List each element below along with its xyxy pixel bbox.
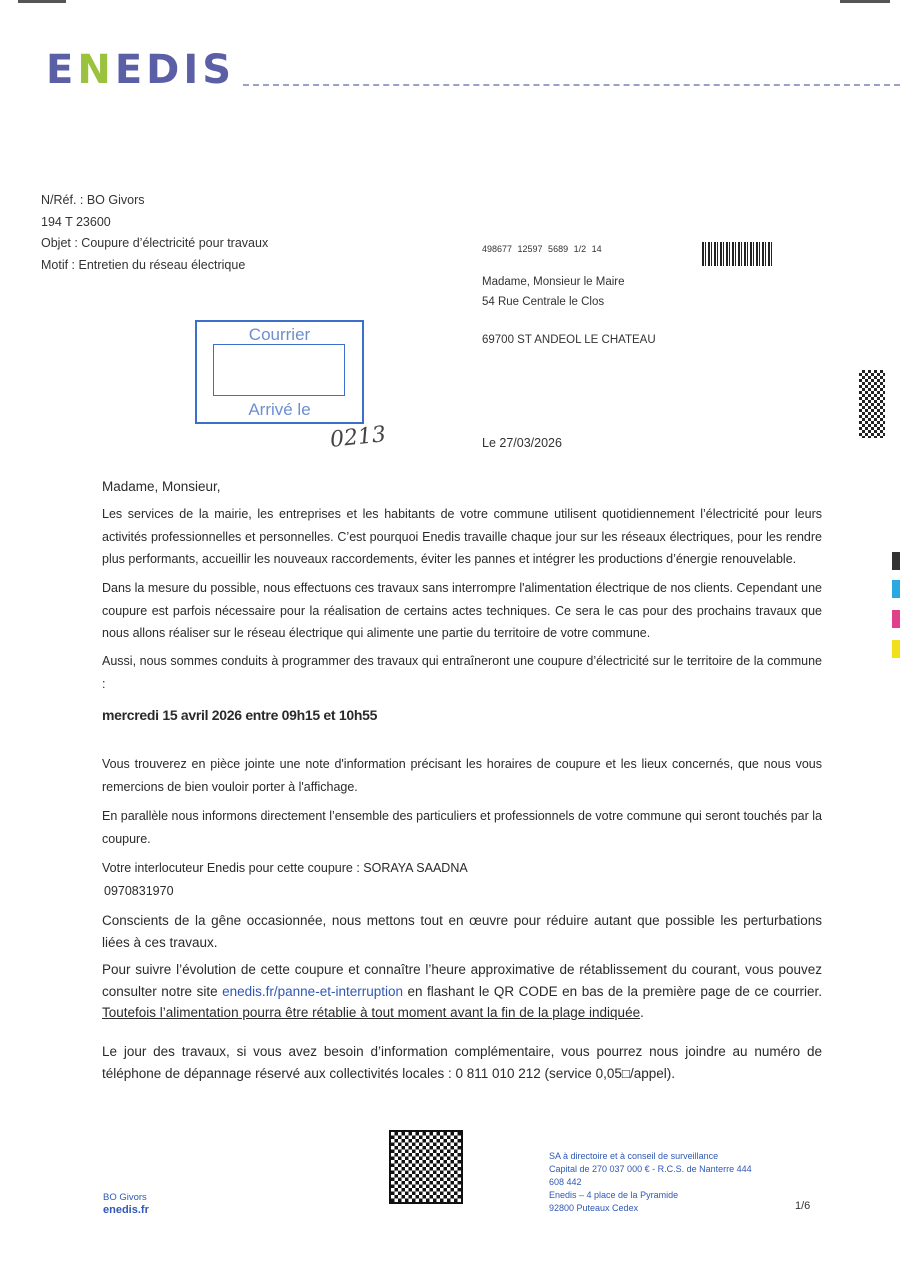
reference-block <box>41 190 268 276</box>
reference-nref: N/Réf. : BO Givors <box>41 193 145 207</box>
recipient-line2: 54 Rue Centrale le Clos <box>482 295 605 308</box>
letter-paragraph-4: Vous trouverez en pièce jointe une note d'information précisant les horaires de coupure et les lieux concernés, que nous vous remercions de bien vouloir porter à l'affichage. <box>102 757 822 794</box>
recipient-line3: 69700 ST ANDEOL LE CHATEAU <box>482 334 656 346</box>
received-stamp <box>195 320 364 424</box>
letter-paragraph-5: En parallèle nous informons directement l’ensemble des particuliers et professionnels de votre commune qui seront touchés par la coupure. <box>102 809 822 846</box>
letter-paragraph-1: Les services de la mairie, les entreprises et les habitants de votre commune utilisent quotidiennement l’électricité pour leurs activités professionnelles et personnelles. C’est pourquoi Enedis travaille chaque jour sur les réseaux électriques, pour les rendre plus performants, accueillir les nouveaux raccordements, éviter les pannes et intégrer les productions d’énergie renouvelable. <box>102 507 822 566</box>
print-swatch-cyan <box>892 580 900 598</box>
recipient-address <box>482 273 656 351</box>
scan-mark-left <box>18 0 66 3</box>
letter-date: Le 27/03/2026 <box>482 436 562 450</box>
reference-objet: Objet : Coupure d’électricité pour travaux <box>41 236 269 250</box>
footer-sender <box>103 1191 149 1217</box>
print-swatch-yellow <box>892 640 900 658</box>
contact-phone: 0970831970 <box>104 884 174 898</box>
enedis-logo: ENEDIS <box>46 47 236 93</box>
logo-divider <box>243 84 900 86</box>
legal-line4: Enedis – 4 place de la Pyramide <box>549 1190 679 1200</box>
letter-paragraph-2: Dans la mesure du possible, nous effectuons ces travaux sans interrompre l'alimentation électrique de nos clients. Cependant une coupure est parfois nécessaire pour la réalisation de certains actes techniques. Ce sera le cas pour des prochains travaux que nous allons réaliser sur le réseau électrique qui alimente une partie du territoire de votre commune. <box>102 581 822 640</box>
print-swatch-black <box>892 552 900 570</box>
stamp-date-box <box>213 344 345 396</box>
paragraph-7-text-a: Pour suivre l’évolution de cette coupure et connaître l’heure approximative de rétablissement du courant, vous pouvez consulter notre site <box>102 962 822 999</box>
letter-paragraph-8: Le jour des travaux, si vous avez besoin d’information complémentaire, vous pourrez nous joindre au numéro de téléphone de dépannage réservé aux collectivités locales : 0 811 010 212 (service 0,05□/appel). <box>102 1044 822 1081</box>
reference-motif: Motif : Entretien du réseau électrique <box>41 257 246 272</box>
contact-label: Votre interlocuteur Enedis pour cette coupure : SORAYA SAADNA <box>102 861 468 875</box>
handwritten-number: 0213 <box>328 422 388 453</box>
side-datamatrix <box>859 370 885 438</box>
legal-line1: SA à directoire et à conseil de surveillance <box>549 1151 719 1161</box>
reference-code: 194 T 23600 <box>41 214 111 229</box>
mail-barcode <box>702 242 772 266</box>
letter-salutation: Madame, Monsieur, <box>102 479 221 494</box>
outage-date: mercredi 15 avril 2026 entre 09h15 et 10h55 <box>102 707 378 723</box>
legal-line3: 608 442 <box>549 1177 582 1187</box>
footer-site[interactable]: enedis.fr <box>103 1204 149 1216</box>
footer-office: BO Givors <box>103 1192 147 1203</box>
legal-line5: 92800 Puteaux Cedex <box>549 1203 639 1213</box>
page-number: 1/6 <box>795 1200 811 1212</box>
legal-info <box>549 1150 752 1215</box>
paragraph-7-text-b: en flashant le QR CODE en bas de la première page de ce courrier. <box>402 983 822 999</box>
paragraph-7-end: . <box>640 1005 644 1020</box>
mail-codes: 498677 12597 5689 1/2 14 <box>482 244 602 254</box>
legal-line2: Capital de 270 037 000 € - R.C.S. de Nanterre 444 <box>549 1164 752 1174</box>
letter-paragraph-3: Aussi, nous sommes conduits à programmer des travaux qui entraîneront une coupure d’électricité sur le territoire de la commune : <box>102 654 822 691</box>
stamp-top-text: Courrier <box>248 325 311 344</box>
footer-qr-code[interactable] <box>389 1130 463 1204</box>
recipient-line1: Madame, Monsieur le Maire <box>482 276 625 288</box>
letter-paragraph-7 <box>102 959 822 1024</box>
paragraph-7-underlined: Toutefois l’alimentation pourra être rétablie à tout moment avant la fin de la plage indiquée <box>102 1005 641 1020</box>
letter-paragraph-6: Conscients de la gêne occasionnée, nous mettons tout en œuvre pour réduire autant que possible les perturbations liées à ces travaux. <box>102 913 822 950</box>
outage-info-link[interactable]: enedis.fr/panne-et-interruption <box>222 983 403 999</box>
stamp-bottom-text: Arrivé le <box>248 400 311 419</box>
scan-mark-right <box>840 0 890 3</box>
print-swatch-magenta <box>892 610 900 628</box>
